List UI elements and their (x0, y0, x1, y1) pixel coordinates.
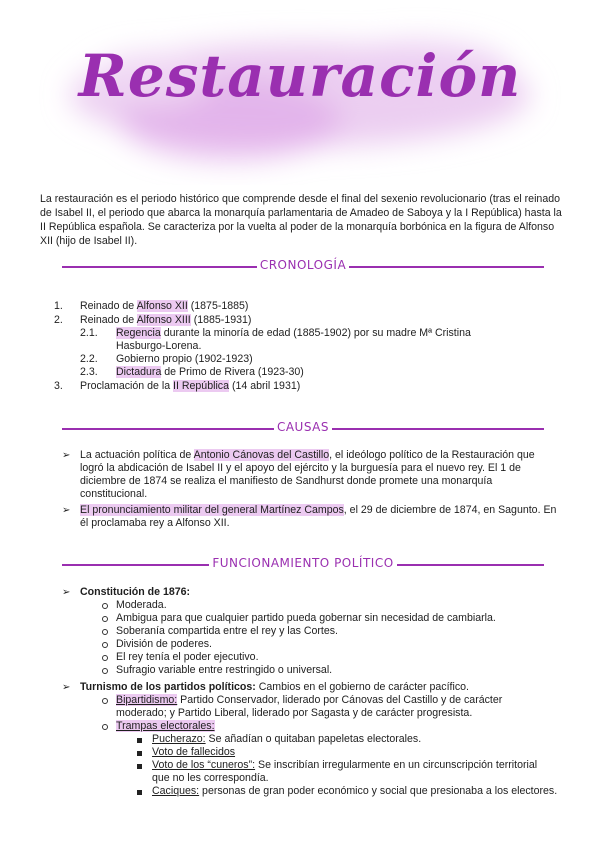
list-item: Soberanía compartida entre el rey y las Cortes. (116, 625, 338, 637)
list-item: Moderada. (116, 599, 167, 611)
list-number: 3. (54, 380, 63, 392)
list-heading: Turnismo de los partidos políticos: Cambios en el gobierno de carácter pacífico. (80, 681, 469, 693)
arrow-bullet-icon: ➢ (62, 450, 71, 461)
list-item: Trampas electorales: (116, 720, 215, 732)
section-header-cronologia (62, 258, 544, 274)
arrow-bullet-icon: ➢ (62, 505, 71, 516)
list-item: Reinado de Alfonso XII (1875-1885) (80, 300, 249, 312)
list-item: Ambigua para que cualquier partido pueda gobernar sin necesidad de cambiarla. (116, 612, 496, 624)
list-item: Caciques: personas de gran poder económico y social que presionaba a los electores. (152, 785, 558, 797)
circle-bullet-icon (102, 724, 108, 730)
square-bullet-icon (137, 764, 142, 769)
square-bullet-icon (137, 751, 142, 756)
list-item: División de poderes. (116, 638, 212, 650)
list-item-continuation: logró la abdicación de Isabel II y el apoyo del ejército y la burguesía para el nuevo rey. El 1 de (80, 462, 521, 474)
section-header-causas (62, 420, 544, 436)
section-title: CRONOLOGÍA (257, 258, 349, 272)
list-item-continuation: que no les correspondía. (152, 772, 269, 784)
circle-bullet-icon (102, 629, 108, 635)
section-title: CAUSAS (274, 420, 332, 434)
circle-bullet-icon (102, 616, 108, 622)
list-item: El rey tenía el poder ejecutivo. (116, 651, 259, 663)
list-number: 2.2. (80, 353, 98, 365)
list-number: 2. (54, 314, 63, 326)
intro-paragraph: La restauración es el periodo histórico que comprende desde el final del sexenio revolucionario (tras el reinado de Isabel II, el periodo que abarca la monarquía parlamentaria de Amadeo de Saboya y la I República) hasta la II República española. Se caracteriza por la vuelta al poder de la monarquía borbónica en la figura de Alfonso XII (hijo de Isabel II). (40, 193, 562, 247)
list-heading: Constitución de 1876: (80, 586, 191, 598)
square-bullet-icon (137, 790, 142, 795)
circle-bullet-icon (102, 668, 108, 674)
circle-bullet-icon (102, 698, 108, 704)
list-number: 2.1. (80, 327, 98, 339)
circle-bullet-icon (102, 603, 108, 609)
list-item: Gobierno propio (1902-1923) (116, 353, 253, 365)
list-item-continuation: constitucional. (80, 488, 148, 500)
list-item-continuation: moderado; y Partido Liberal, liderado por Sagasta y de carácter progresista. (116, 707, 473, 719)
square-bullet-icon (137, 738, 142, 743)
list-item: Reinado de Alfonso XIII (1885-1931) (80, 314, 252, 326)
circle-bullet-icon (102, 642, 108, 648)
list-item: Voto de los “cuneros”: Se inscribían irregularmente en un circunscripción territorial (152, 759, 538, 771)
list-item: Bipartidismo: Partido Conservador, liderado por Cánovas del Castillo y de carácter (116, 694, 503, 706)
section-header-funcionamiento (62, 556, 544, 572)
list-number: 2.3. (80, 366, 98, 378)
list-item: Sufragio variable entre restringido o universal. (116, 664, 333, 676)
list-item: Voto de fallecidos (152, 746, 236, 758)
list-item: Pucherazo: Se añadían o quitaban papeletas electorales. (152, 733, 422, 745)
page-title: Restauración (78, 42, 522, 110)
list-number: 1. (54, 300, 63, 312)
list-item-continuation: él proclamaba rey a Alfonso XII. (80, 517, 230, 529)
list-item: La actuación política de Antonio Cánovas del Castillo, el ideólogo político de la Restauración que (80, 449, 535, 461)
list-item: El pronunciamiento militar del general Martínez Campos, el 29 de diciembre de 1874, en Sagunto. En (80, 504, 557, 516)
arrow-bullet-icon: ➢ (62, 682, 71, 693)
arrow-bullet-icon: ➢ (62, 587, 71, 598)
section-title: FUNCIONAMIENTO POLÍTICO (209, 556, 396, 570)
list-item-continuation: Hasburgo-Lorena. (116, 340, 202, 352)
list-item-continuation: diciembre de 1874 se realiza el manifiesto de Sandhurst donde promete una monarquía (80, 475, 493, 487)
list-item: Dictadura de Primo de Rivera (1923-30) (116, 366, 304, 378)
list-item: Proclamación de la II República (14 abril 1931) (80, 380, 301, 392)
list-item: Regencia durante la minoría de edad (1885-1902) por su madre Mª Cristina (116, 327, 471, 339)
circle-bullet-icon (102, 655, 108, 661)
